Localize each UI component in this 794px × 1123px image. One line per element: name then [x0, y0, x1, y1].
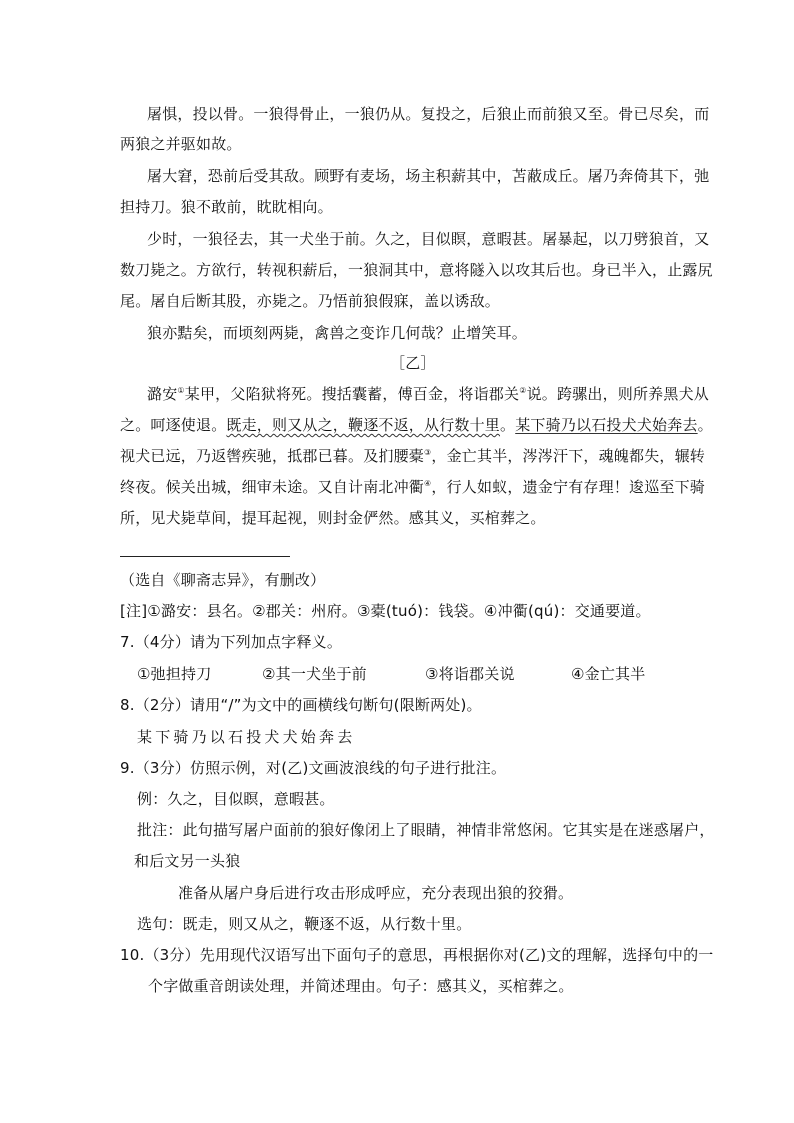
q9-note-line2: 和后文另一头狼 — [134, 852, 241, 870]
q7-item-1: ①弛担持刀 — [137, 665, 212, 683]
q9-note-line3: 准备从屠户身后进行攻击形成呼应，充分表现出狼的狡猾。 — [178, 884, 574, 902]
yi-line2-sep: 。 — [500, 416, 516, 434]
yi-line1-b: 某甲，父陷狱将死。搜括囊蓄，傅百金，将诣郡关 — [184, 385, 520, 403]
yi-line3 — [120, 446, 705, 466]
yi-title: ［乙］ — [390, 354, 436, 372]
q7-item-3: ③将诣郡关说 — [425, 665, 515, 683]
jia-para1-line2: 两狼之并驱如故。 — [120, 135, 242, 153]
jia-para2-line1: 屠大窘，恐前后受其敌。顾野有麦场，场主积薪其中，苫蔽成丘。屠乃奔倚其下，弛 — [147, 167, 710, 185]
question-9: 9.（3分）仿照示例，对(乙)文画波浪线的句子进行批注。 — [120, 759, 507, 777]
yi-line3-b: ，金亡其半，涔涔汗下，魂魄都失，辗转 — [431, 447, 705, 465]
note-marker-4: ④ — [424, 479, 432, 488]
question-10-line2: 个字做重音朗读处理，并简述理由。句子：感其义，买棺葬之。 — [148, 977, 574, 995]
wavy-underlined-sentence: 既走，则又从之，鞭逐不返，从行数十里 — [226, 416, 501, 434]
yi-line2-a: 之。呵逐使退。 — [120, 416, 227, 434]
jia-para4-line1: 狼亦黠矣，而顷刻两毙，禽兽之变诈几何哉？止增笑耳。 — [147, 324, 528, 342]
note-marker-2: ② — [519, 386, 527, 395]
q8-sentence: 某下骑乃以石投犬犬始奔去 — [137, 728, 356, 746]
jia-para3-line1: 少时，一狼径去，其一犬坐于前。久之，目似瞑，意暇甚。屠暴起，以刀劈狼首，又 — [147, 230, 710, 248]
q7-item-2: ②其一犬坐于前 — [262, 665, 367, 683]
q9-note-line1: 批注：此句描写屠户面前的狼好像闭上了眼睛，神情非常悠闲。它其实是在迷惑屠户， — [137, 821, 715, 839]
question-7: 7.（4分）请为下列加点字释义。 — [120, 633, 343, 651]
yi-line2-end: 。 — [697, 416, 713, 434]
jia-para2-line2: 担持刀。狼不敢前，眈眈相向。 — [120, 198, 333, 216]
yi-line5: 所，见犬毙草间，提耳起视，则封金俨然。感其义，买棺葬之。 — [120, 509, 546, 527]
yi-line1-c: 说。跨骡出，则所养黑犬从 — [526, 385, 709, 403]
q7-item-4: ④金亡其半 — [571, 665, 646, 683]
source-citation: （选自《聊斋志异》，有删改） — [120, 571, 326, 589]
yi-line1-a: 潞安 — [147, 385, 178, 403]
yi-line1 — [147, 384, 709, 404]
footnote-divider — [120, 556, 290, 557]
straight-underlined-sentence: 某下骑乃以石投犬犬始奔去 — [515, 416, 698, 434]
annotations: [注]①潞安：县名。②郡关：州府。③橐(tuó)：钱袋。④冲衢(qú)：交通要道。 — [120, 602, 651, 620]
yi-line4-b: ，行人如蚁，遗金宁有存理！逡巡至下骑 — [431, 478, 705, 496]
jia-para1-line1: 屠惧，投以骨。一狼得骨止，一狼仍从。复投之，后狼止而前狼又至。骨已尽矣，而 — [147, 105, 710, 123]
q9-choice: 选句：既走，则又从之，鞭逐不返，从行数十里。 — [137, 915, 472, 933]
yi-line4-a: 终夜。候关出城，细审未途。又自计南北冲衢 — [120, 478, 425, 496]
yi-line2 — [120, 415, 713, 435]
jia-para3-line2: 数刀毙之。方欲行，转视积薪后，一狼洞其中，意将隧入以攻其后也。身已半入，止露尻 — [120, 261, 713, 279]
q9-example: 例：久之，目似瞑，意暇甚。 — [137, 790, 335, 808]
jia-para3-line3: 尾。屠自后断其股，亦毙之。乃悟前狼假寐，盖以诱敌。 — [120, 292, 501, 310]
note-marker-3: ③ — [424, 448, 432, 457]
yi-line3-a: 视犬已远，乃返辔疾驰，抵郡已暮。及扪腰橐 — [120, 447, 425, 465]
question-8: 8.（2分）请用“/”为文中的画横线句断句(限断两处)。 — [120, 696, 482, 714]
note-marker-1: ① — [177, 386, 185, 395]
yi-line4 — [120, 477, 705, 497]
question-10-line1: 10.（3分）先用现代汉语写出下面句子的意思，再根据你对(乙)文的理解，选择句中的一 — [120, 946, 714, 964]
